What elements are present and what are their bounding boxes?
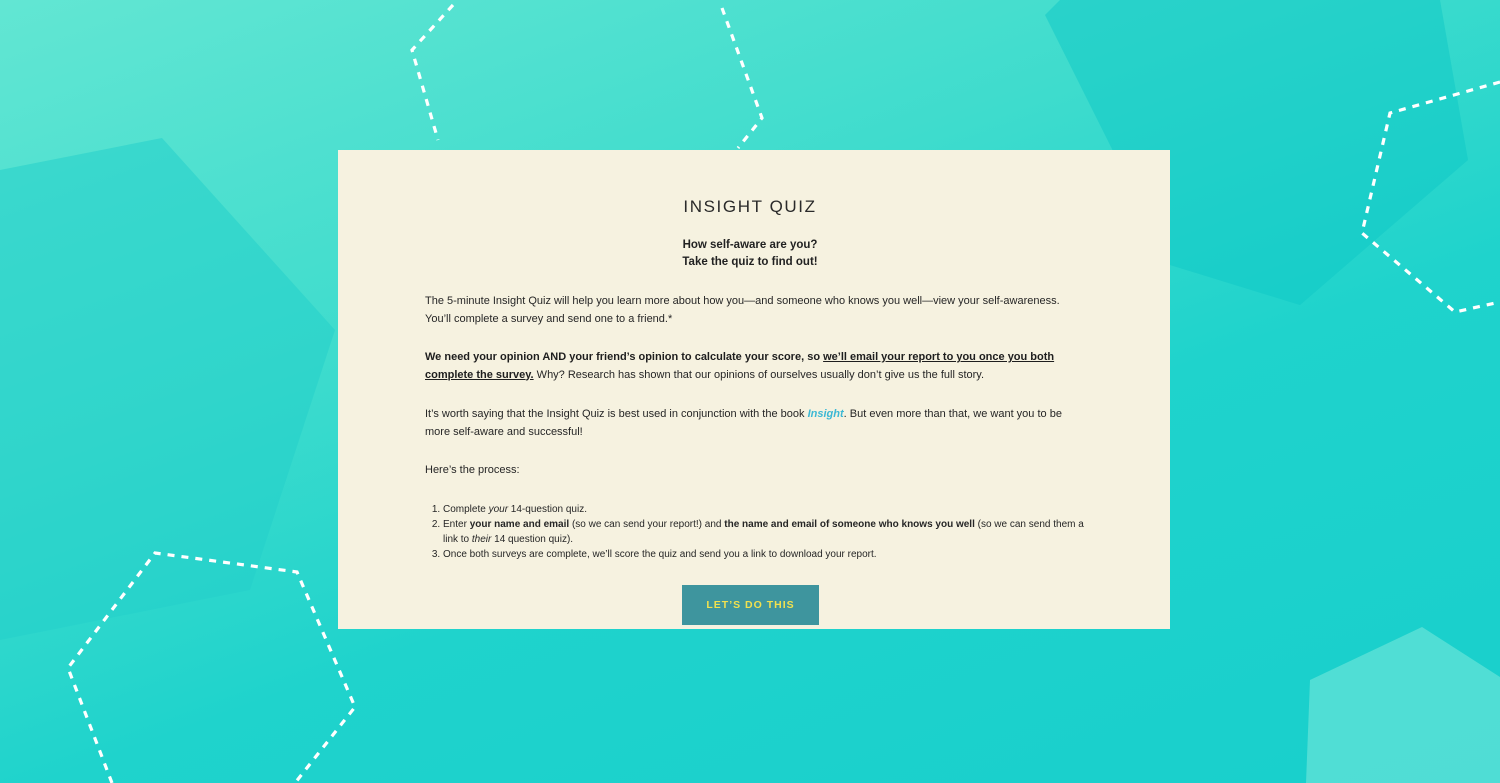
- process-label: Here’s the process:: [425, 464, 520, 476]
- dashed-hexagon-top-right-edge: [722, 8, 762, 148]
- opinion-paragraph: [425, 349, 1080, 384]
- step-text: 14-question quiz.: [508, 504, 587, 515]
- quiz-title: INSIGHT QUIZ: [683, 197, 817, 216]
- step-text: Complete: [443, 504, 489, 515]
- subtitle-call-to-action: Take the quiz to find out!: [682, 256, 818, 268]
- step-text-bold: the name and email of someone who knows you well: [724, 519, 975, 530]
- step-text: Once both surveys are complete, we’ll score the quiz and send you a link to download your report.: [443, 549, 877, 560]
- intro-paragraph: The 5-minute Insight Quiz will help you learn more about how you—and someone who knows you well—view your self-awareness. You’ll complete a survey and send one to a friend.*: [425, 295, 1060, 325]
- hexagon-shape-bottom-right: [1306, 627, 1500, 783]
- step-text: Enter: [443, 519, 470, 530]
- step-text: 14 question quiz).: [491, 534, 574, 545]
- step-text-italic: your: [488, 504, 509, 515]
- dashed-hexagon-top: [412, 5, 453, 140]
- list-item: [443, 517, 1085, 547]
- step-text: (so we can send them a link to: [443, 519, 1084, 545]
- list-item: [443, 547, 1085, 562]
- opinion-underlined-text: we’ll email your report to you once you both complete the survey.: [425, 351, 1055, 381]
- lets-do-this-button[interactable]: LET’S DO THIS: [682, 585, 819, 625]
- opinion-rest-text: Why? Research has shown that our opinions of ourselves usually don’t give us the full story.: [533, 368, 985, 381]
- book-link[interactable]: Insight: [807, 408, 844, 420]
- opinion-bold-text: We need your opinion AND your friend’s opinion to calculate your score, so: [425, 351, 824, 363]
- process-steps-list: [425, 502, 1085, 562]
- worth-paragraph: [425, 406, 1080, 441]
- worth-start-text: It’s worth saying that the Insight Quiz is best used in conjunction with the book: [425, 408, 808, 420]
- list-item: [443, 502, 1085, 517]
- worth-end-text: . But even more than that, we want you to be more self-aware and successful!: [425, 408, 1062, 438]
- step-text-italic: their: [471, 534, 492, 545]
- step-text: (so we can send your report!) and: [569, 519, 725, 530]
- subtitle-question: How self-aware are you?: [682, 239, 818, 251]
- step-text-bold: your name and email: [469, 519, 570, 530]
